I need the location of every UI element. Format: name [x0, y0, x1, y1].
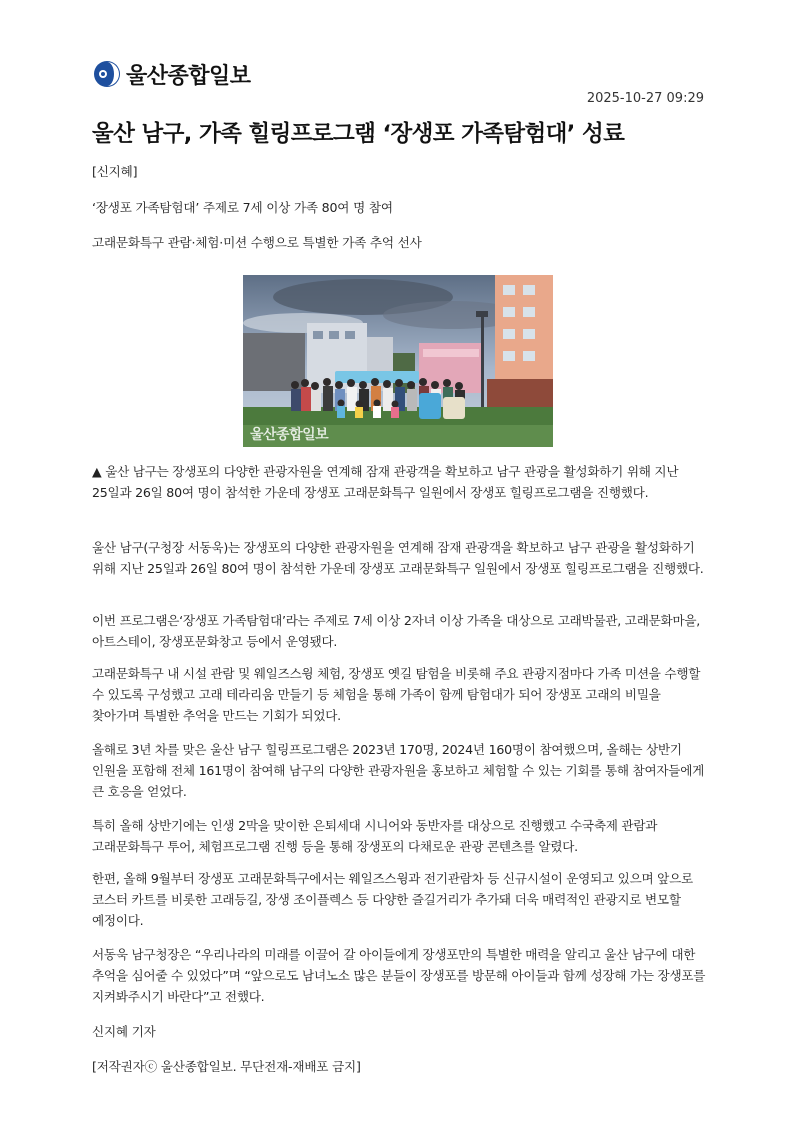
- article-title: 울산 남구, 가족 힐링프로그램 ‘장생포 가족탐험대’ 성료: [92, 121, 625, 147]
- body-paragraph-7: 서동욱 남구청장은 “우리나라의 미래를 이끌어 갈 아이들에게 장생포만의 특별한 매력을 알리고 울산 남구에 대한 추억을 심어줄 수 있었다”며 “앞으로도 남녀노소 많은 분들이 장생포를 방문해 아이들과 함께 성장해 가는 장생포를 지켜봐주시기 바란다”고 전했다.: [92, 947, 706, 1004]
- reporter-byline: 신지혜 기자: [92, 1024, 156, 1039]
- copyright-notice: [저작권자ⓒ 울산종합일보. 무단전재-재배포 금지]: [92, 1059, 361, 1074]
- photo-watermark: 울산종합일보: [250, 427, 329, 443]
- newspaper-logo-icon: [92, 59, 122, 89]
- body-paragraph-1: 울산 남구(구청장 서동욱)는 장생포의 다양한 관광자원을 연계해 잠재 관광객을 확보하고 남구 관광을 활성화하기 위해 지난 25일과 26일 80여 명이 참석한 가운데 장생포 고래문화특구 일원에서 장생포 힐링프로그램을 진행했다.: [92, 540, 704, 576]
- body-paragraph-2: 이번 프로그램은‘장생포 가족탐험대’라는 주제로 7세 이상 2자녀 이상 가족을 대상으로 고래박물관, 고래문화마을, 아트스테이, 장생포문화창고 등에서 운영됐다.: [92, 613, 701, 649]
- newspaper-name: 울산종합일보: [126, 63, 251, 89]
- article-photo: [243, 275, 553, 447]
- body-paragraph-3: 고래문화특구 내 시설 관람 및 웨일즈스윙 체험, 장생포 옛길 탐험을 비롯해 주요 관광지점마다 가족 미션을 수행할 수 있도록 구성했고 고래 테라리움 만들기 등 체험을 통해 가족이 함께 탐험대가 되어 장생포 고래의 비밀을 찾아가며 특별한 추억을 만드는 기회가 되었다.: [92, 666, 701, 723]
- subhead-2: 고래문화특구 관람·체험·미션 수행으로 특별한 가족 추억 선사: [92, 235, 422, 250]
- group-photo-illustration: [243, 275, 553, 447]
- masthead-logo[interactable]: [92, 56, 251, 92]
- body-paragraph-6: 한편, 올해 9월부터 장생포 고래문화특구에서는 웨일즈스윙과 전기관람차 등 신규시설이 운영되고 있으며 앞으로 코스터 카트를 비롯한 고래등길, 장생 조이플렉스 등 다양한 즐길거리가 추가돼 더욱 매력적인 관광지로 변모할 예정이다.: [92, 871, 693, 928]
- subhead-1: ‘장생포 가족탐험대’ 주제로 7세 이상 가족 80여 명 참여: [92, 200, 393, 215]
- photo-caption: ▲ 울산 남구는 장생포의 다양한 관광자원을 연계해 잠재 관광객을 확보하고 남구 관광을 활성화하기 위해 지난 25일과 26일 80여 명이 참석한 가운데 장생포 고래문화특구 일원에서 장생포 힐링프로그램을 진행했다.: [92, 464, 679, 500]
- byline-top: [신지혜]: [92, 164, 138, 179]
- body-paragraph-4: 올해로 3년 차를 맞은 울산 남구 힐링프로그램은 2023년 170명, 2024년 160명이 참여했으며, 올해는 상반기 인원을 포함해 전체 161명이 참여해 남구의 다양한 관광자원을 홍보하고 체험할 수 있는 기회를 통해 참여자들에게 큰 호응을 얻었다.: [92, 742, 705, 799]
- body-paragraph-5: 특히 올해 상반기에는 인생 2막을 맞이한 은퇴세대 시니어와 동반자를 대상으로 진행했고 수국축제 관람과 고래문화특구 투어, 체험프로그램 진행 등을 통해 장생포의 다채로운 관광 콘텐츠를 알렸다.: [92, 818, 658, 854]
- article-datetime: 2025-10-27 09:29: [586, 91, 704, 106]
